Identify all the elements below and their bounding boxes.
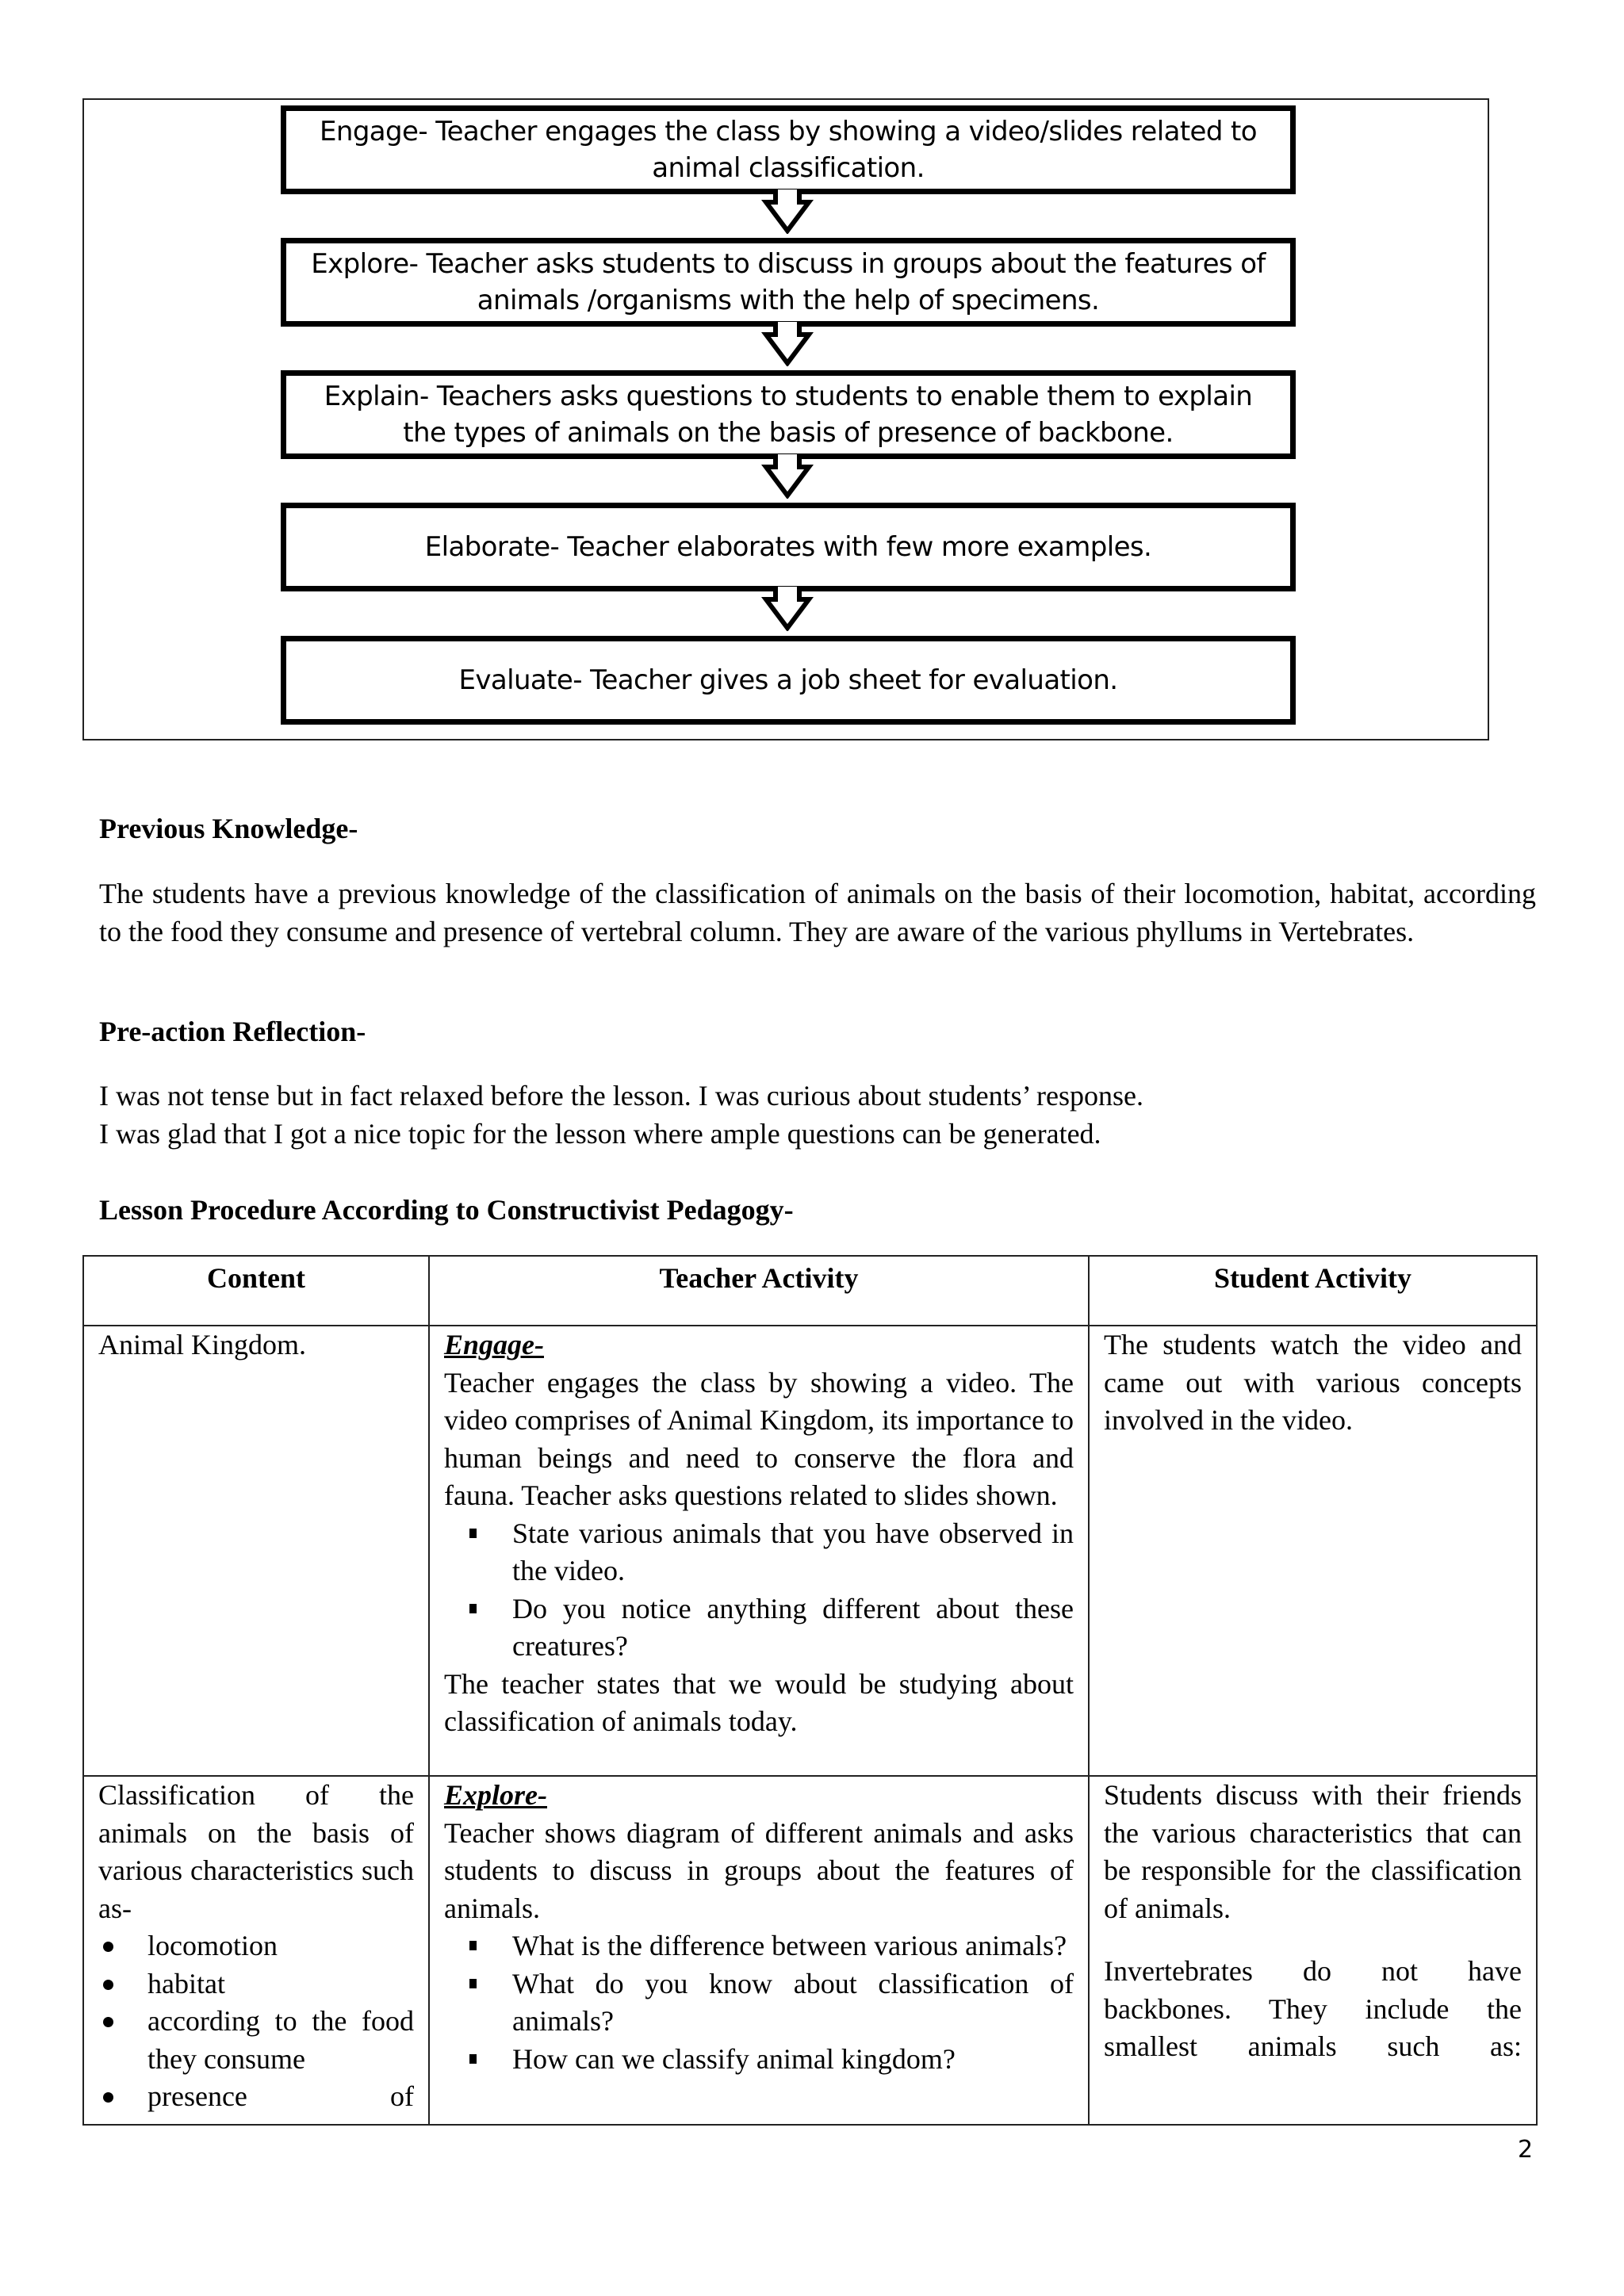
question-item: State various animals that you have observed in the video.	[512, 1515, 1074, 1590]
table-header-row	[83, 1256, 1537, 1326]
flow-step-text: Explain- Teachers asks questions to students to enable them to explain the types of animals on the basis of presence of backbone.	[324, 381, 1253, 449]
teacher-activity-cell	[429, 1776, 1089, 2125]
reflection-line: I was not tense but in fact relaxed before the lesson. I was curious about students’ response.	[99, 1080, 1143, 1112]
content-cell	[83, 1776, 429, 2125]
student-text: Invertebrates do not have backbones. They include the smallest animals such as:	[1104, 1955, 1522, 2062]
content-text: Classification of the animals on the basis of various characteristics such as-	[98, 1779, 414, 1924]
question-list	[444, 1515, 1074, 1666]
flow-step-text: Evaluate- Teacher gives a job sheet for evaluation.	[458, 664, 1118, 696]
column-header-content: Content	[83, 1256, 429, 1326]
question-item: What do you know about classification of animals?	[512, 1965, 1074, 2041]
teacher-intro: Teacher shows diagram of different animals and asks students to discuss in groups about the features of animals.	[444, 1816, 1074, 1924]
flow-step-text: Elaborate- Teacher elaborates with few more examples.	[424, 531, 1152, 563]
reflection-line: I was glad that I got a nice topic for the lesson where ample questions can be generated.	[99, 1118, 1101, 1150]
flow-step-engage	[281, 105, 1296, 194]
column-header-teacher-activity: Teacher Activity	[429, 1256, 1089, 1326]
student-activity-cell	[1089, 1326, 1537, 1776]
question-item: Do you notice anything different about these creatures?	[512, 1590, 1074, 1666]
down-arrow-icon	[752, 454, 823, 499]
teacher-outro: The teacher states that we would be studying about classification of animals today.	[444, 1667, 1074, 1737]
teacher-activity-cell	[429, 1326, 1089, 1776]
page-number: 2	[1518, 2136, 1534, 2164]
content-text: Animal Kingdom.	[98, 1329, 306, 1360]
table-row	[83, 1776, 1537, 2125]
question-list	[444, 1927, 1074, 2078]
lesson-procedure-heading: Lesson Procedure According to Constructivist Pedagogy-	[99, 1194, 794, 1226]
previous-knowledge-heading: Previous Knowledge-	[99, 813, 358, 844]
lesson-procedure-table	[82, 1255, 1538, 2126]
teacher-intro: Teacher engages the class by showing a video. The video comprises of Animal Kingdom, its importance to human beings and need to conserve the flora and fauna. Teacher asks questions related to slides shown.	[444, 1366, 1074, 1511]
characteristics-list	[98, 1927, 414, 2116]
content-cell	[83, 1326, 429, 1776]
student-text: Students discuss with their friends the various characteristics that can be responsible for the classification of animals.	[1104, 1779, 1522, 1924]
column-header-student-activity: Student Activity	[1089, 1256, 1537, 1326]
student-text: The students watch the video and came out with various concepts involved in the video.	[1104, 1329, 1522, 1436]
down-arrow-icon	[752, 189, 823, 234]
phase-title: Engage-	[444, 1329, 544, 1360]
paragraph-gap	[1104, 1927, 1522, 1953]
flow-step-explain	[281, 370, 1296, 459]
down-arrow-icon	[752, 322, 823, 366]
table-row	[83, 1326, 1537, 1776]
down-arrow-icon	[752, 587, 823, 631]
student-activity-cell	[1089, 1776, 1537, 2125]
flow-step-elaborate	[281, 503, 1296, 591]
question-item: How can we classify animal kingdom?	[512, 2041, 1074, 2079]
characteristic-item: presence of	[147, 2078, 414, 2116]
pre-action-reflection-heading: Pre-action Reflection-	[99, 1016, 366, 1047]
characteristic-item: locomotion	[147, 1927, 414, 1965]
previous-knowledge-text: The students have a previous knowledge of the classification of animals on the basis of their locomotion, habitat, according to the food they consume and presence of vertebral column. They are aware of the various phyllums in Vertebrates.	[99, 878, 1536, 947]
pre-action-reflection-text	[99, 1077, 1536, 1153]
characteristic-item: habitat	[147, 1965, 414, 2003]
flow-step-evaluate	[281, 636, 1296, 725]
characteristic-item: according to the food they consume	[147, 2003, 414, 2078]
phase-title: Explore-	[444, 1779, 547, 1811]
flow-step-text: Engage- Teacher engages the class by showing a video/slides related to animal classification.	[319, 116, 1257, 184]
flow-step-text: Explore- Teacher asks students to discuss in groups about the features of animals /organisms with the help of specimens.	[311, 248, 1266, 316]
flow-step-explore	[281, 238, 1296, 327]
flowchart-frame	[82, 98, 1489, 740]
question-item: What is the difference between various animals?	[512, 1927, 1074, 1965]
